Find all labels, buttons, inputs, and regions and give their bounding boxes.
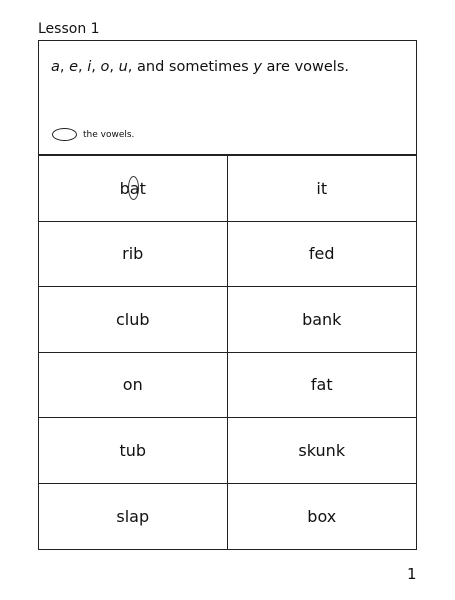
vowel-u: u (118, 59, 128, 75)
vowel-a: a (51, 59, 60, 75)
vowel-i: i (87, 59, 92, 75)
word-grid (39, 156, 416, 549)
word-cell-rib[interactable] (39, 222, 228, 288)
word-cell-club[interactable] (39, 287, 228, 353)
word-cell-bat[interactable] (39, 156, 228, 222)
direction-text: the vowels. (83, 129, 135, 140)
vowel-y: y (253, 59, 262, 75)
word-text: fed (308, 244, 335, 264)
word-cell-it[interactable] (228, 156, 417, 222)
word-text: rib (122, 244, 144, 264)
lesson-title: Lesson 1 (38, 21, 100, 37)
oval-icon (52, 128, 77, 141)
word-text: on (122, 375, 143, 395)
worksheet (38, 40, 417, 550)
word-cell-fat[interactable] (228, 353, 417, 419)
rule-suffix: are vowels. (266, 59, 349, 75)
rule-conjunction: and sometimes (137, 59, 249, 75)
word-text: bat (119, 178, 146, 198)
word-cell-skunk[interactable] (228, 418, 417, 484)
word-cell-bank[interactable] (228, 287, 417, 353)
vowel-e: e (69, 59, 79, 75)
word-cell-slap[interactable] (39, 484, 228, 550)
word-text: it (316, 178, 328, 198)
word-cell-tub[interactable] (39, 418, 228, 484)
word-text: slap (116, 506, 150, 526)
vowel-o: o (100, 59, 110, 75)
word-text: skunk (298, 440, 346, 460)
page-number: 1 (407, 565, 417, 583)
instruction-box (39, 41, 416, 156)
word-cell-box[interactable] (228, 484, 417, 550)
word-text: bank (302, 309, 342, 329)
direction (52, 128, 134, 141)
word-text: tub (119, 440, 147, 460)
word-cell-on[interactable] (39, 353, 228, 419)
word-text: box (307, 506, 337, 526)
word-cell-fed[interactable] (228, 222, 417, 288)
vowel-circle-mark (128, 176, 139, 200)
word-text: fat (310, 375, 333, 395)
vowel-rule: a, e, i, o, u, and sometimes y are vowels. (51, 59, 349, 75)
word-text: club (115, 309, 150, 329)
